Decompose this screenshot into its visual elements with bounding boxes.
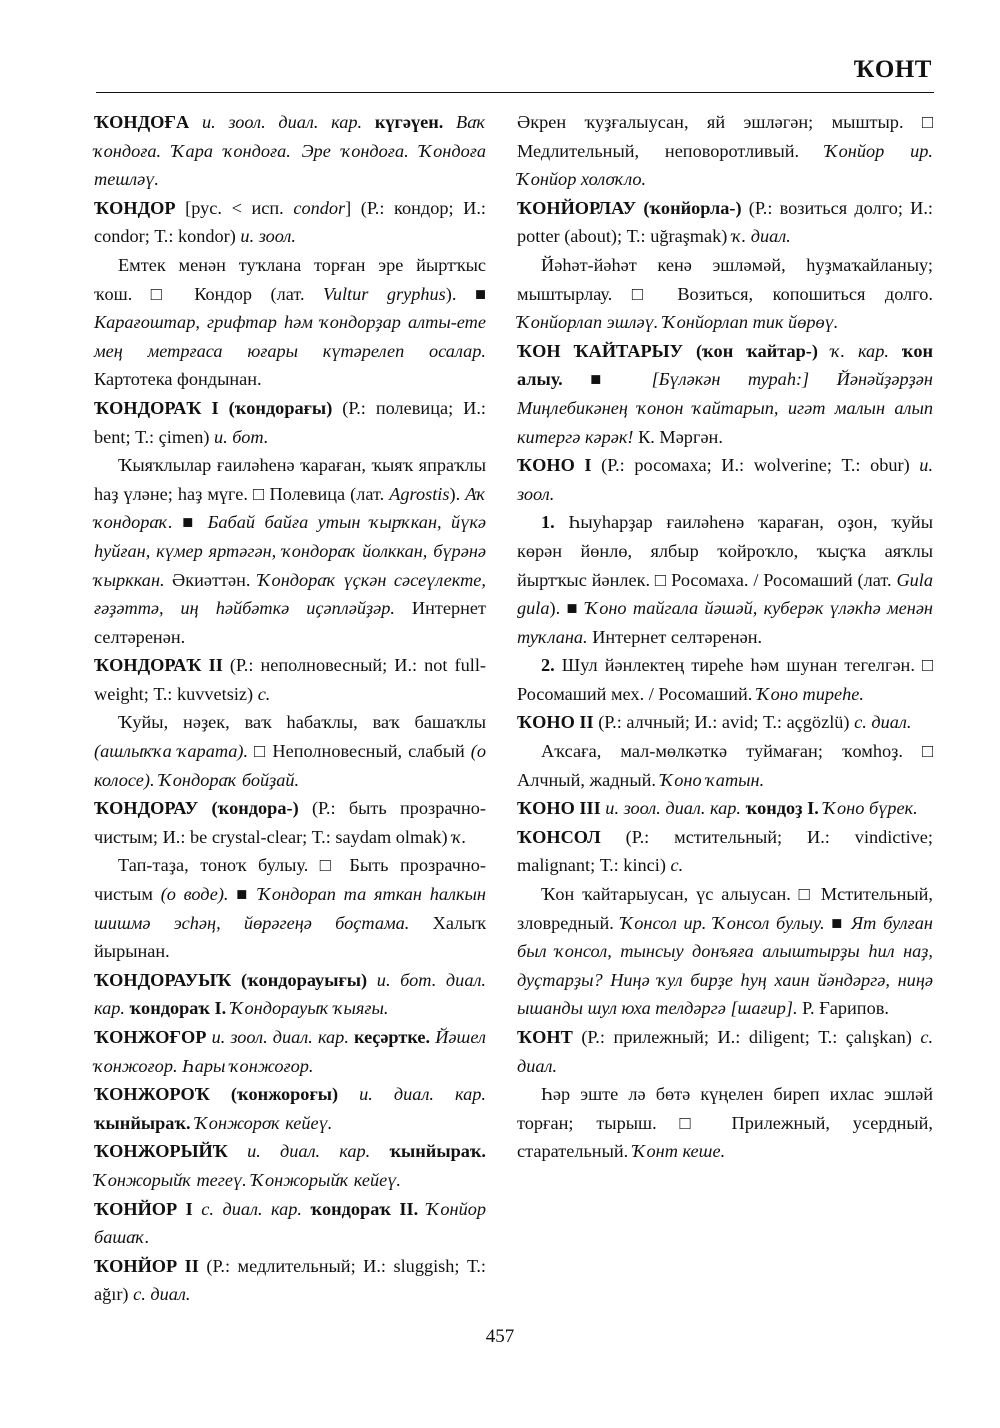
text: ] (Р.: кондор; И.: condor; Т.: kondor) (94, 197, 487, 247)
entry-definition (517, 651, 933, 708)
italic-text: (ашлыҡҡа ҡарата). (94, 741, 249, 762)
italic-text: Ҡоно бүрек. (823, 798, 918, 819)
text: Емтек менән туҡлана торған эре йыртҡыс ҡош. □ Кондор (лат. (94, 254, 486, 304)
headword: ҠОНЖОРЫЙҠ (94, 1141, 248, 1162)
entry-definition (517, 1080, 933, 1166)
italic-text: и. диал. кар. (359, 1084, 486, 1105)
italic-text: и. зоол. (240, 226, 296, 247)
page-header (96, 52, 934, 93)
italic-text: Йәшел ҡонжоғор. Һары ҡонжоғор. (94, 1027, 486, 1076)
headword: ҠОНО III (517, 798, 606, 819)
italic-text: Ҡоно ҡатын. (660, 769, 765, 790)
dictionary-entry (94, 1252, 486, 1309)
italic-text: с. (670, 855, 684, 876)
italic-text: [Бүләкән тураһ:] Йәнәйҙәрҙән Миңлебикәнең ҡонон ҡайтарып, игәт малын алып китергә кәрәк! (517, 369, 933, 447)
text: Интернет селтәренән. (587, 626, 763, 647)
text: Һыуһарҙар ғаиләһенә ҡараған, оҙон, ҡуйы көрән йөнлө, ялбыр ҡойроҡло, ҡыҫҡа аяҡлы йыртҡыс йәнлек. □ Росомаха. / Росомаший (лат. (517, 512, 934, 590)
italic-text: Agrostis (389, 483, 450, 504)
italic-text: ҡ. кар. (830, 340, 902, 361)
italic-text: Бабай байға утын ҡырҡкан, йүкә һуйған, күмер яртәгән, ҡондораҡ йолккан, бүрәнә ҡырккан. (94, 512, 487, 590)
text: [рус. < исп. (185, 197, 294, 218)
text: Интернет селтәренән. (94, 598, 486, 647)
headword: ҠОНДОРАУЫҠ (94, 969, 241, 990)
dictionary-entry (94, 1023, 486, 1080)
text: ■ (824, 912, 852, 933)
text: Тап-таҙа, тоноҡ булыу. □ Быть прозрачно-чистым (94, 855, 486, 905)
dictionary-entry (94, 1137, 486, 1194)
italic-text: Ҡоно тиреһе. (756, 683, 864, 704)
headword: ҠОНЖОҒОР (94, 1027, 212, 1047)
text: (Р.: возиться долго; И.: potter (about); Т.: uğraşmak) (517, 197, 933, 247)
text: ■ (228, 884, 259, 905)
text: Әкрен ҡуҙғалыусан, яй эшләгән; мыштыр. □ Медлительный, неповоротливый. (517, 112, 933, 161)
entry-definition (517, 508, 933, 651)
text: Һәр эште лә бөтә күңелен биреп ихлас эшләй торған; тырыш. □ Прилежный, усердный, старательный. (517, 1084, 933, 1162)
bold-text: 2. (541, 655, 562, 676)
dictionary-entry (94, 394, 486, 451)
italic-text: Ҡонйор башаҡ. (94, 1198, 487, 1248)
italic-text: Ҡонйор ир. Ҡонйор холоҡло. (517, 140, 933, 190)
italic-text: и. бот. диал. кар. (94, 969, 486, 1019)
italic-text: Ҡонт кеше. (632, 1141, 726, 1162)
text: ■ (172, 512, 208, 533)
dictionary-entry (517, 194, 933, 251)
italic-text: ҡ. (452, 826, 467, 847)
dictionary-entry (517, 337, 933, 451)
italic-text: Ваҡ ҡондоға. Ҡара ҡондоға. Эре ҡондоға. Ҡондоға тешләү. (94, 112, 486, 190)
text: (Р.: прилежный; И.: diligent; Т.: çalışkan) (581, 1027, 921, 1047)
entry-definition (517, 108, 933, 194)
text: (Р.: медлительный; И.: sluggish; Т.: ağır) (94, 1255, 486, 1305)
dictionary-entry (94, 651, 486, 708)
text: (Р.: полевица; И.: bent; Т.: çimen) (94, 397, 486, 447)
headword: ҠОНСОЛ (517, 826, 626, 847)
bold-text: (ҡонйорла-) (643, 197, 749, 218)
entry-definition (517, 880, 933, 1023)
text: (Р.: росомаха; И.: wolverine; Т.: obur) (601, 455, 920, 476)
bold-text: кеҫәртке. (354, 1027, 436, 1047)
italic-text: Vultur gryphus (323, 283, 446, 304)
text: Ҡыяҡлылар ғаиләһенә ҡараған, ҡыяҡ япраҡлы һаҙ үләне; һаҙ мүге. □ Полевица (лат. (94, 455, 486, 504)
text: ). ■ (445, 283, 486, 304)
entry-definition (94, 708, 486, 794)
italic-text: с. диал. кар. (201, 1198, 311, 1219)
headword: ҠОНЙОР I (94, 1198, 202, 1219)
italic-text: condor (293, 197, 346, 218)
italic-text: и. зоол. диал. кар. (211, 1027, 355, 1047)
text: ■ (590, 369, 652, 390)
italic-text: (о колосе). Ҡондораҡ бойҙай. (94, 741, 486, 790)
headword: ҠОНДОРАҠ II (94, 655, 230, 676)
italic-text: с. диал. (133, 1284, 191, 1305)
dictionary-entry (94, 794, 486, 851)
italic-text: Карағоштар, грифтар һәм ҡондорҙар алты-ете мең метрғаса юғары күтәрелеп осалар. (94, 312, 486, 361)
italic-text: и. зоол. (517, 455, 934, 504)
text: Картотека фондынан. (94, 369, 262, 390)
italic-text: и. зоол. диал. кар. (605, 798, 746, 819)
dictionary-entry (517, 823, 933, 880)
italic-text: ҡ. диал. (731, 226, 791, 247)
bold-text: ҡон алыу. (517, 340, 933, 390)
text: (Р.: мстительный; И.: vindictive; malignant; Т.: kinci) (517, 826, 933, 876)
headword: ҠОНЙОР II (94, 1255, 207, 1276)
dictionary-entry (517, 708, 933, 737)
bold-text: 1. (541, 512, 569, 533)
bold-text: ҡондоҙ I. (745, 798, 824, 819)
bold-text: ҡондораҡ I. (129, 998, 231, 1019)
page-number: 457 (485, 1326, 515, 1347)
entry-definition (517, 251, 933, 337)
italic-text: с. диал. (854, 712, 912, 733)
text: ). (449, 483, 466, 504)
text: Йәһәт-йәһәт кенә эшләмәй, һуҙмаҡайланыу; мыштырлау. □ Возиться, копошиться долго. (517, 254, 933, 304)
italic-text: (о воде). (160, 884, 229, 905)
text: Р. Ғарипов. (797, 998, 889, 1019)
italic-text: Ҡонжорыйҡ тегеү. Ҡонжорыйҡ кейеү. (94, 1169, 401, 1190)
text: (Р.: алчный; И.: avid; Т.: açgözlü) (598, 712, 855, 733)
italic-text: с. (257, 683, 271, 704)
dictionary-entry (517, 1023, 933, 1080)
entry-definition (94, 851, 486, 965)
text: Ҡон ҡайтарыусан, үс алыусан. □ Мстительный, зловредный. (517, 884, 933, 933)
italic-text: и. зоол. диал. кар. (201, 112, 375, 132)
headword: ҠОНЖОРОҠ (94, 1084, 231, 1105)
italic-text: Ҡондорап та яткан һалкын шишмә эсһәң, йөрәгеңә боҫтама. (94, 884, 486, 933)
dictionary-entry (94, 108, 486, 194)
headword: ҠОНДОРАУ (94, 798, 212, 819)
italic-text: Ҡонжороҡ кейеү. (195, 1112, 333, 1133)
headword: ҠОНДОҒА (94, 112, 202, 132)
text: Ҡуйы, нәҙек, ваҡ һабаҡлы, ваҡ башаҡлы (118, 712, 486, 733)
bold-text: ҡынйыраҡ. (94, 1112, 196, 1133)
dictionary-entry (94, 1080, 486, 1137)
italic-text: Ҡондорауыҡ ҡыяғы. (230, 998, 389, 1019)
headword: ҠОНЙОРЛАУ (517, 197, 644, 218)
italic-text: Ят булған был ҡонсол, тынсыу донъяға алыштырҙы һил наҙ, дуҫтарҙы? Ниңә ҡул бирҙе һуң хаин йәндәргә, ниңә ышанды шул юха телдәргә [шағир]. (517, 912, 933, 1019)
headword: ҠОНО I (517, 455, 602, 476)
text: □ Неполновесный, слабый (248, 741, 471, 762)
headword: ҠОНДОРАҠ I (94, 397, 229, 418)
text: К. Мәргән. (633, 426, 723, 447)
bold-text: (ҡон ҡайтар-) (695, 340, 831, 361)
bold-text: (ҡонжороғы) (230, 1084, 360, 1105)
right-column (517, 108, 933, 1166)
headword: ҠОНО II (517, 712, 599, 733)
dictionary-entry (517, 451, 933, 508)
text: Халыҡ йырынан. (94, 912, 486, 962)
headword: ҠОН ҠАЙТАРЫУ (517, 340, 696, 361)
text: ). ■ (549, 598, 586, 619)
bold-text: ҡондораҡ II. (310, 1198, 427, 1219)
italic-text: Gula gula (517, 569, 933, 619)
dictionary-entry (94, 966, 486, 1023)
entry-definition (517, 737, 933, 794)
bold-text: ҡынйыраҡ. (389, 1141, 486, 1162)
entry-definition (94, 251, 486, 394)
dictionary-entry (94, 1195, 486, 1252)
text: Әкиәттән. (164, 569, 258, 590)
italic-text: и. бот. (214, 426, 269, 447)
italic-text: Ҡонсол ир. Ҡонсол булыу. (620, 912, 825, 933)
italic-text: Ҡоно тайгала йәшәй, куберәк үләкһә менән туҡлана. (517, 598, 933, 647)
text: Аҡсаға, мал-мөлкәткә туймаған; ҡомһоҙ. □ Алчный, жадный. (517, 741, 933, 790)
bold-text: (ҡондорауығы) (241, 969, 377, 990)
left-column (94, 108, 486, 1309)
italic-text: Ҡондораҡ үҫкән сәсеүлекте, ғәҙәттә, иң һәйбәткә иҫәпләйҙәр. (94, 569, 486, 619)
bold-text: күгәүен. (374, 112, 457, 132)
running-head: ҠОНТ (853, 56, 932, 83)
italic-text: и. диал. кар. (247, 1141, 390, 1162)
italic-text: Аҡ ҡондораҡ. (94, 483, 486, 533)
italic-text: с. диал. (517, 1027, 934, 1076)
dictionary-entry (517, 794, 933, 823)
bold-text: (ҡондорағы) (228, 397, 343, 418)
italic-text: Ҡонйорлап эшләү. Ҡонйорлап тик йөрөү. (517, 312, 839, 333)
text: (Р.: быть прозрачно-чистым; И.: be crystal-clear; Т.: saydam olmak) (94, 798, 487, 847)
entry-definition (94, 451, 486, 651)
bold-text: (ҡондора-) (211, 798, 312, 819)
headword: ҠОНДОР (94, 197, 186, 218)
text: (Р.: неполновесный; И.: not full-weight; Т.: kuvvetsiz) (94, 655, 486, 704)
text: Шул йәнлектең тиреһе һәм шунан тегелгән. □ Росомаший мех. / Росомаший. (517, 655, 933, 704)
dictionary-entry (94, 194, 486, 251)
headword: ҠОНТ (517, 1027, 582, 1047)
